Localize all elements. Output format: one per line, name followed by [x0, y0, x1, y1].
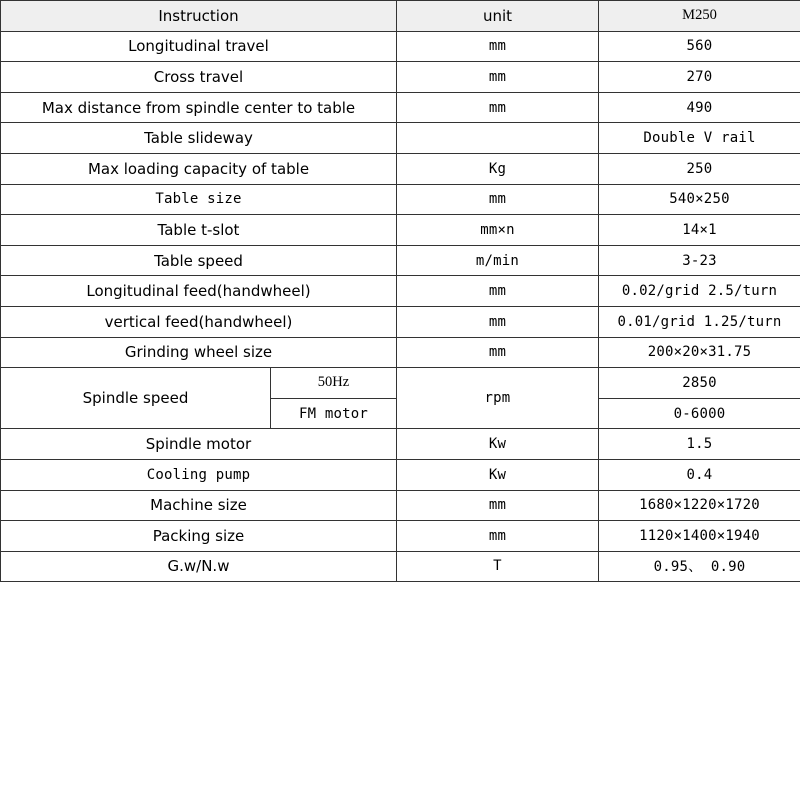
spec-item-spindle-speed: Spindle speed [1, 368, 271, 429]
table-row [1, 31, 800, 62]
spec-value: 0.95、 0.90 [599, 551, 800, 582]
spec-value: 560 [599, 31, 800, 62]
spec-item: G.w/N.w [1, 551, 397, 582]
spec-item: Table speed [1, 245, 397, 276]
spec-item: Table slideway [1, 123, 397, 154]
spec-value: 0.4 [599, 459, 800, 490]
spec-unit: mm [397, 184, 599, 215]
spec-value: Double V rail [599, 123, 800, 154]
table-row [1, 521, 800, 552]
spec-item: Grinding wheel size [1, 337, 397, 368]
spec-item: Table t-slot [1, 215, 397, 246]
spec-value: 1680×1220×1720 [599, 490, 800, 521]
table-row [1, 276, 800, 307]
spec-unit [397, 123, 599, 154]
spec-unit: mm×n [397, 215, 599, 246]
spec-item: Packing size [1, 521, 397, 552]
spec-item: Machine size [1, 490, 397, 521]
spec-unit: mm [397, 62, 599, 93]
spec-unit: mm [397, 276, 599, 307]
spec-unit: mm [397, 306, 599, 337]
header-model: M250 [599, 1, 800, 32]
spec-value: 1.5 [599, 429, 800, 460]
spec-value: 0-6000 [599, 398, 800, 429]
spec-item: Spindle motor [1, 429, 397, 460]
spec-unit: T [397, 551, 599, 582]
spec-value: 270 [599, 62, 800, 93]
spec-item: Longitudinal travel [1, 31, 397, 62]
table-row [1, 184, 800, 215]
header-unit: unit [397, 1, 599, 32]
spec-unit: mm [397, 521, 599, 552]
table-row [1, 337, 800, 368]
table-row [1, 153, 800, 184]
spec-item: Cross travel [1, 62, 397, 93]
table-row [1, 215, 800, 246]
table-row [1, 306, 800, 337]
spec-unit: Kw [397, 429, 599, 460]
table-row [1, 551, 800, 582]
spec-item: Max loading capacity of table [1, 153, 397, 184]
spec-value: 200×20×31.75 [599, 337, 800, 368]
spec-item: Max distance from spindle center to table [1, 92, 397, 123]
header-instruction: Instruction [1, 1, 397, 32]
table-row [1, 123, 800, 154]
table-row [1, 92, 800, 123]
table-row [1, 429, 800, 460]
spec-value: 0.01/grid 1.25/turn [599, 306, 800, 337]
spec-value: 3-23 [599, 245, 800, 276]
spec-unit: mm [397, 490, 599, 521]
table-row [1, 490, 800, 521]
table-row [1, 62, 800, 93]
spec-item: Cooling pump [1, 459, 397, 490]
table-row [1, 245, 800, 276]
spec-unit: Kg [397, 153, 599, 184]
spec-value: 2850 [599, 368, 800, 399]
spec-unit: rpm [397, 368, 599, 429]
spec-unit: mm [397, 31, 599, 62]
spec-unit: Kw [397, 459, 599, 490]
spec-value: 250 [599, 153, 800, 184]
spec-unit: mm [397, 92, 599, 123]
table-header-row [1, 1, 800, 32]
spec-value: 0.02/grid 2.5/turn [599, 276, 800, 307]
spec-unit: mm [397, 337, 599, 368]
spindle-sub-label: 50Hz [271, 368, 397, 399]
spec-value: 490 [599, 92, 800, 123]
spec-item: vertical feed(handwheel) [1, 306, 397, 337]
spec-item: Table size [1, 184, 397, 215]
spec-unit: m/min [397, 245, 599, 276]
table-row [1, 459, 800, 490]
table-row-spindle-speed [1, 368, 800, 399]
spec-value: 14×1 [599, 215, 800, 246]
spec-value: 1120×1400×1940 [599, 521, 800, 552]
spec-value: 540×250 [599, 184, 800, 215]
spindle-sub-label: FM motor [271, 398, 397, 429]
spec-item: Longitudinal feed(handwheel) [1, 276, 397, 307]
